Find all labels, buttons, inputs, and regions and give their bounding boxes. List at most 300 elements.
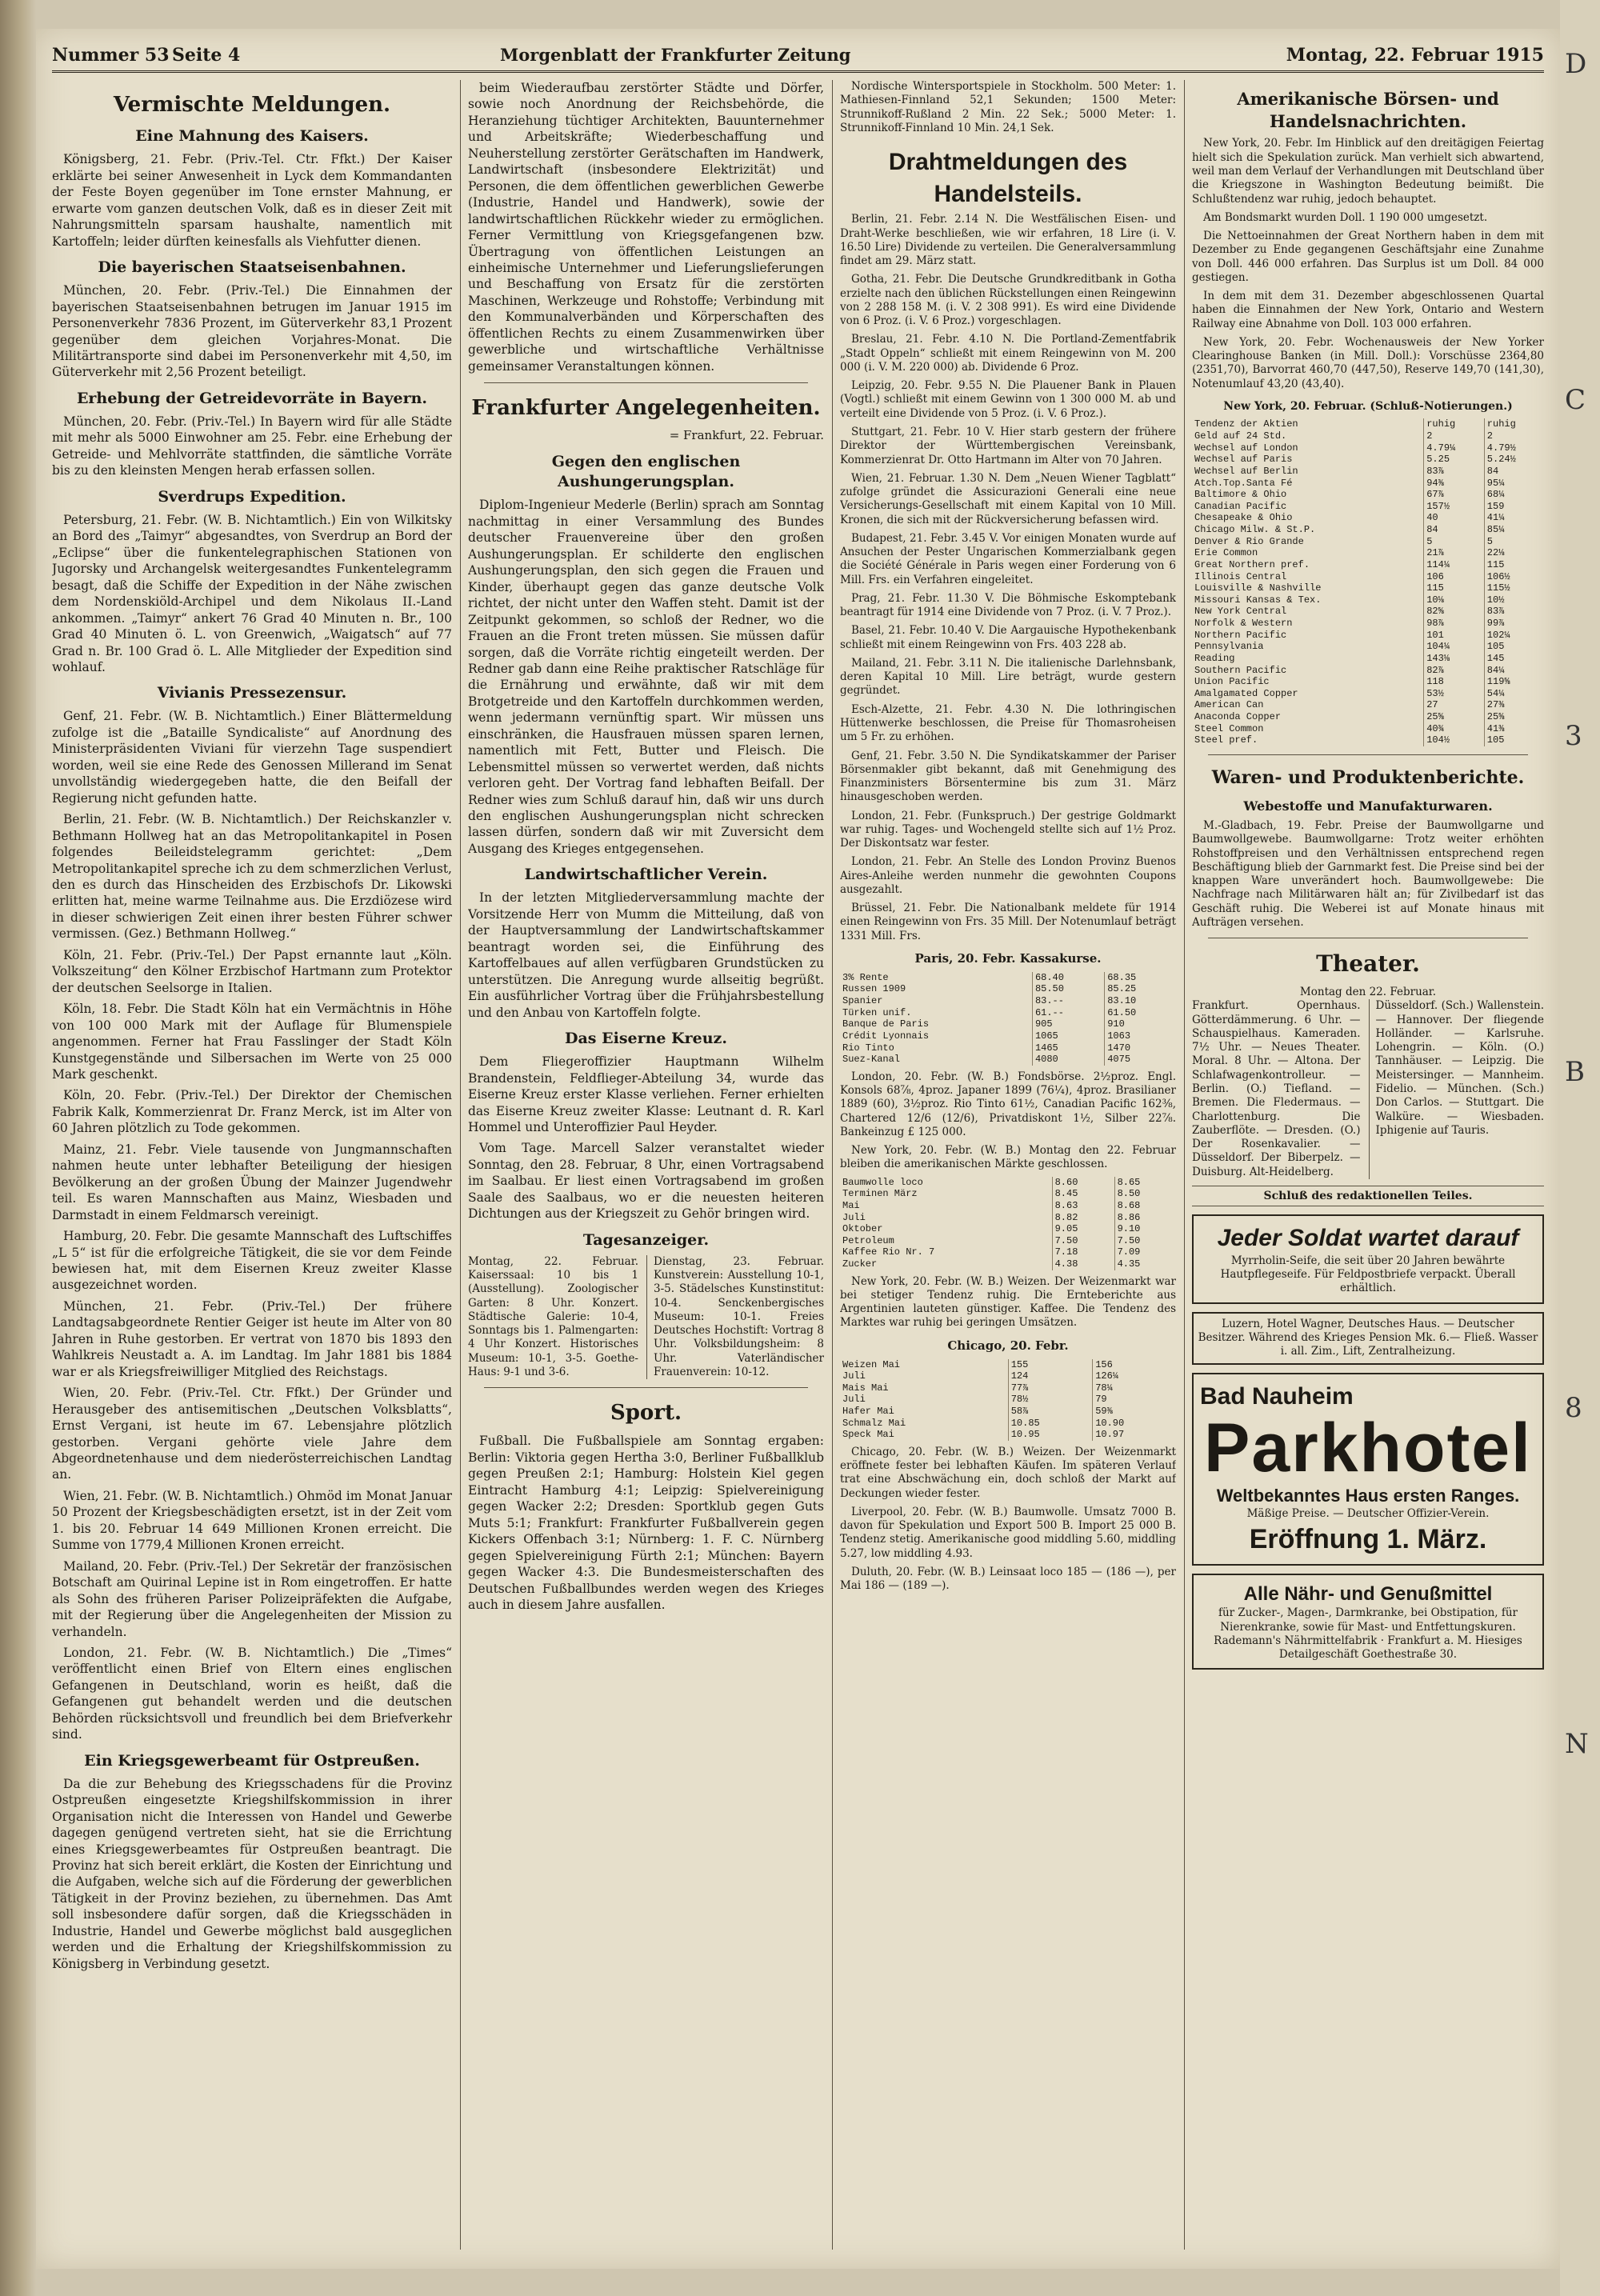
table-row: [840, 1235, 1176, 1247]
table-cell: 8.82: [1052, 1212, 1114, 1224]
table-cell: 8.60: [1052, 1177, 1114, 1189]
ad-location: Bad Nauheim: [1200, 1382, 1354, 1410]
table-cell: 85.50: [1032, 983, 1104, 995]
table-cell: 5.24½: [1484, 454, 1544, 466]
newspaper-page: [36, 29, 1560, 2269]
table-cell: 106½: [1484, 571, 1544, 583]
table-cell: 5.25: [1424, 454, 1485, 466]
advertisement-rademann: [1192, 1574, 1544, 1670]
article-list: [52, 126, 452, 1972]
section-heading: Drahtmeldungen des Handelsteils.: [888, 149, 1128, 207]
ad-text: für Zucker-, Magen-, Darmkranke, bei Obstipation, für Nierenkranke, sowie für Mast- und Entfettungskuren. Rademann's Nährmittelfabrik · Frankfurt a. M. Hiesiges Detailgeschäft Goethestraße 30.: [1214, 1606, 1522, 1662]
table-cell: 157½: [1424, 501, 1485, 513]
table-row: [1192, 594, 1544, 606]
table-row: [840, 1177, 1176, 1189]
article-heading: Landwirtschaftlicher Verein.: [524, 866, 768, 884]
table-cell: 78¼: [1093, 1382, 1176, 1394]
end-editorial-note: Schluß des redaktionellen Teiles.: [1192, 1186, 1544, 1206]
article-continuation: beim Wiederaufbau zerstörter Städte und Dörfer, sowie noch Anordnung der Reichsbehörde, die Heranziehung tüchtiger Architekten, Bauunternehmer und Arbeitskräfte; Wiederbeschaffung und Neuherstellung zerstörter Gerätschaften im Handwerk, Landwirtschaft (insbesondere Elektrizität) und Personen, die dem öffentlichen gewerblichen Gewerbe (Industrie, Handel und Handwerk), sowie der landwirtschaftlichen Rückkehr wieder zu ermöglichen. Ferner Vermittlung von Kriegsgefangenen bzw. Übertragung von öffentlichen Leistungen an einheimische Unternehmer und Lieferungslieferungen und Beschaffung von Ersatz für die zerstörten Maschinen, Werkzeuge und Rohstoffe; Verbindung mit den Kommunalverbänden und Körperschaften des öffentlichen Rechts zu einem Zusammenwirken über gewerbliche und wirtschaftliche Verhältnisse gemeinsamer Veranstaltungen können.: [468, 81, 824, 374]
table-row: [1192, 489, 1544, 501]
issue-number: Nummer 53: [52, 45, 170, 66]
theater-date: Montag den 22. Februar.: [1299, 986, 1437, 999]
table-cell: 4.79½: [1484, 442, 1544, 454]
advertisement-parkhotel: [1192, 1373, 1544, 1566]
article-body: New York, 20. Febr. Im Hinblick auf den dreitägigen Feiertag hielt sich die Spekulation zurück. Man verhielt sich abwartend, weil man dem Verlauf der Verhandlungen mit Deutschland über die Kriegszone in Washington Bedeutung beimißt. Die Schlußtendenz war ruhig, jedoch behauptet.: [1192, 137, 1544, 206]
ad-prices: Mäßige Preise. — Deutscher Offizier-Verein.: [1246, 1507, 1490, 1521]
table-cell: 115: [1424, 582, 1485, 594]
table-cell: ruhig: [1424, 418, 1485, 430]
article-body: Die Nettoeinnahmen der Great Northern haben in dem mit Dezember zu Ende gegangenen Geschäftsjahr eine Zunahme von Doll. 446 000 erfahren. Das Surplus ist um Doll. 84 000 gestiegen.: [1192, 230, 1544, 284]
table-row: [1192, 478, 1544, 490]
article-heading: Erhebung der Getreidevorräte in Bayern.: [76, 389, 428, 407]
duluth-report: Duluth, 20. Febr. (W. B.) Leinsaat loco 185 — (186 —), per Mai 186 — (189 —).: [840, 1566, 1176, 1593]
article-body: Königsberg, 21. Febr. (Priv.-Tel. Ctr. Ffkt.) Der Kaiser erklärte bei seiner Anwesenheit in Lyck dem Kommandanten der Feste Boyen gegenüber im Tone ernster Mahnung, er erwarte vom ganzen deutschen Volk, daß es in dieser Zeit mit Nahrungsmitteln sparsam haushalte, namentlich mit Kartoffeln; leider dürften keinesfalls als Viehfutter dienen.: [52, 152, 452, 249]
table-cell: ruhig: [1484, 418, 1544, 430]
article-heading: Das Eiserne Kreuz.: [565, 1030, 727, 1048]
ad-headline: Alle Nähr- und Genußmittel: [1243, 1582, 1493, 1605]
table-cell: 156: [1093, 1359, 1176, 1371]
table-row: [1192, 606, 1544, 618]
theater-left: Frankfurt. Opernhaus. Götterdämmerung. 6 Uhr. — Schauspielhaus. Kameraden. 7½ Uhr. — Neues Theater. Moral. 8 Uhr. — Altona. Der Schlafwagenkontrolleur. — Berlin. (O.) Tiefland. — Bremen. Die Fledermaus. — Charlottenburg. Die Zauberflöte. — Dresden. (O.) Der Rosenkavalier. — Düsseldorf. Der Biberpelz. — Duisburg. Alt-Heidelberg.: [1192, 999, 1361, 1178]
table-cell: 27: [1424, 699, 1485, 711]
page-number: Seite 4: [172, 45, 241, 66]
table-cell: Terminen März: [842, 1188, 918, 1200]
table-cell: 5: [1424, 536, 1485, 548]
tagesanzeiger-right: Dienstag, 23. Februar. Kunstverein: Ausstellung 10-1, 3-5. Städelsches Kunstinstitut: 10-4. Senckenbergisches Museum: 10-1. Freies Deutsches Hochstift: Vortrag 8 Uhr. Volksbildungsheim: 8 Uhr. Vaterländischer Frauenverein: 10-12.: [646, 1255, 824, 1379]
table-cell: 124: [1008, 1370, 1092, 1382]
paris-heading: Paris, 20. Febr. Kassakurse.: [914, 951, 1102, 966]
table-cell: Geld auf 24 Std.: [1194, 430, 1287, 442]
table-cell: 85.25: [1105, 983, 1176, 995]
table-cell: 102¼: [1484, 630, 1544, 642]
table-row: [1192, 630, 1544, 642]
edge-fragment: D: [1565, 48, 1587, 80]
table-cell: 68.40: [1032, 972, 1104, 984]
article-body: Stuttgart, 21. Febr. 10 V. Hier starb gestern der frühere Direktor der Württembergischen Vereinsbank, Kommerzienrat Dr. Otto Hartmann im Alter von 70 Jahren.: [840, 425, 1176, 466]
table-row: [1192, 466, 1544, 478]
article-body: Petersburg, 21. Febr. (W. B. Nichtamtlich.) Ein von Wilkitsky an Bord des „Taimyr“ abgesandtes, von Sverdrup an Bord der „Eclipse“ über die funkentelegraphischen Stationen von Jugorsky und Archangelsk weitergesandtes Funkentelegramm besagt, daß die Schiffe der Expedition in der Nähe zwischen dem Nordenskiöld-Archipel und dem Nikolaus II.-Land ankommen. „Taimyr“ ankert 76 Grad 40 Minuten n. Br., 100 Grad 40 Minuten ö. L. von Greenwich, „Waigatsch“ auf 77 Grad n. Br. 100 Grad ö. L. Alle Mitglieder der Expedition sind wohlauf.: [52, 512, 452, 674]
table-cell: 4.79¼: [1424, 442, 1485, 454]
chicago-report: Chicago, 20. Febr. (W. B.) Weizen. Der Weizenmarkt eröffnete fester bei lebhaften Käufen. Im späteren Verlauf trat eine Abschwächung ein, doch schloß der Markt auf Deckungen wieder fester.: [840, 1445, 1176, 1500]
table-row: [840, 1394, 1176, 1406]
table-cell: Anaconda Copper: [1194, 711, 1282, 723]
table-cell: Amalgamated Copper: [1194, 687, 1298, 699]
table-cell: 84: [1424, 524, 1485, 536]
article-body: In dem mit dem 31. Dezember abgeschlossenen Quartal haben die Einnahmen der New York, Ontario and Western Railway eine Abnahme von Doll. 103 000 erfahren.: [1192, 290, 1544, 330]
table-cell: Missouri Kansas & Tex.: [1194, 594, 1322, 606]
table-cell: Northern Pacific: [1194, 629, 1287, 641]
table-cell: 143⅛: [1424, 653, 1485, 665]
table-row: [840, 1223, 1176, 1235]
article-body: Berlin, 21. Febr. 2.14 N. Die Westfälischen Eisen- und Draht-Werke beschließen, wie wir erfahren, 18 Lire (i. V. 16.50 Lire) Dividende zu verteilen. Die Generalversammlung findet am 29. März statt.: [840, 213, 1176, 268]
table-row: [840, 983, 1176, 995]
table-cell: Spanier: [842, 995, 883, 1007]
table-cell: 8.86: [1114, 1212, 1176, 1224]
theater-heading: Theater.: [1316, 950, 1420, 978]
table-cell: Erie Common: [1194, 547, 1258, 559]
table-cell: 3% Rente: [842, 971, 889, 983]
table-cell: Wechsel auf London: [1194, 442, 1298, 454]
article-list: [1192, 137, 1544, 391]
article-body: Dem Fliegeroffizier Hauptmann Wilhelm Brandenstein, Feldflieger-Abteilung 34, wurde das Eiserne Kreuz erster Klasse verliehen. Ferner erhielten das Eiserne Kreuz zweiter Klasse: Leutnant d. R. Karl Hommel und Unteroffizier Paul Heyder.: [468, 1054, 824, 1134]
article-body: Genf, 21. Febr. (W. B. Nichtamtlich.) Einer Blättermeldung zufolge ist die „Bataille Syndicaliste“ auf Anordnung des Ministerpräsidenten Viviani für vierzehn Tage suspendiert worden, weil sie eine Rede des Genossen Millerand im Senat unvollständig wiedergegeben hatte, die den Beifall der Regierung nicht gefunden hatte.: [52, 709, 452, 806]
table-row: [1192, 665, 1544, 677]
tagesanzeiger-left: Montag, 22. Februar. Kaiserssaal: 10 bis 1 (Ausstellung). Zoologischer Garten: 8 Uhr. Konzert. Städtische Galerie: 10-4, Sonntags bis 1. Palmengarten: 4 Uhr Konzert. Historisches Museum: 10-1, 3-5. Goethe-Haus: 9-1 und 3-6.: [468, 1254, 638, 1378]
table-row: [840, 972, 1176, 984]
table-cell: Louisville & Nashville: [1194, 582, 1322, 594]
table-cell: Mais Mai: [842, 1382, 889, 1394]
table-cell: Steel Common: [1194, 722, 1264, 734]
table-cell: Norfolk & Western: [1194, 618, 1293, 630]
table-cell: 79: [1093, 1394, 1176, 1406]
london-report: London, 20. Febr. (W. B.) Fondsbörse. 2½proz. Engl. Konsols 68⅞, 4proz. Japaner 1899 (76¼), 4proz. Brasilianer 1889 (60), 3½proz. Rio Tinto 61½, Canadian Pacific 162⅜, Chartered 12/6 (12/6), Privatdiskont 1½, Silber 22⅞. Bankeinzug £ 125 000.: [840, 1070, 1176, 1138]
table-cell: 40: [1424, 512, 1485, 524]
table-row: [1192, 723, 1544, 735]
table-cell: Steel pref.: [1194, 734, 1258, 746]
table-cell: Baumwolle loco: [842, 1176, 923, 1188]
issue-date: Montag, 22. Februar 1915: [1286, 45, 1544, 66]
table-cell: 40¾: [1424, 723, 1485, 735]
newyork-closing-table: [1192, 418, 1544, 746]
article-body: Prag, 21. Febr. 11.30 V. Die Böhmische Eskomptebank beantragt für 1914 eine Dividende von 7 Proz. (i. V. 7 Proz.).: [840, 591, 1176, 619]
article-body: Genf, 21. Febr. 3.50 N. Die Syndikatskammer der Pariser Börsenmakler gibt bekannt, daß mit Genehmigung des Finanzministers Börsentermine bis zum 31. März hinausgeschoben werden.: [840, 749, 1176, 804]
article-body: London, 21. Febr. (Funkspruch.) Der gestrige Goldmarkt war ruhig. Tages- und Wochengeld stellte sich auf 1½ Proz. Der Diskontsatz war fester.: [840, 809, 1176, 850]
article-body: London, 21. Febr. An Stelle des London Provinz Buenos Aires-Anleihe werden nunmehr die gewohnten Coupons ausgezahlt.: [840, 855, 1176, 896]
table-cell: 58⅞: [1008, 1406, 1092, 1418]
table-cell: 4.38: [1052, 1258, 1114, 1270]
table-cell: 1065: [1032, 1030, 1104, 1042]
table-cell: 8.68: [1114, 1200, 1176, 1212]
article-body: Köln, 18. Febr. Die Stadt Köln hat ein Vermächtnis in Höhe von 100 000 Mark mit der Auflage für Blumenspiele angenommen. Ferner hat Frau Fasslinger der Stadt Köln Kunstgegenstände und Silbersachen im Werte von 25 000 Mark geschenkt.: [52, 1002, 452, 1082]
table-cell: 118: [1424, 676, 1485, 688]
table-cell: New York Central: [1194, 606, 1287, 618]
table-row: [1192, 582, 1544, 594]
table-cell: 905: [1032, 1018, 1104, 1030]
table-cell: 9.05: [1052, 1223, 1114, 1235]
table-cell: Kaffee Rio Nr. 7: [842, 1246, 935, 1258]
table-cell: 7.09: [1114, 1246, 1176, 1258]
table-row: [1192, 418, 1544, 430]
table-cell: Petroleum: [842, 1234, 894, 1246]
waren-report: M.-Gladbach, 19. Febr. Preise der Baumwollgarne und Baumwollgewebe. Baumwollgarne: Trotz weiter erhöhten Rohstoffpreisen und den Verhältnissen entsprechend regen Beschäftigung blieb der Garnmarkt fest. Die Preise sind bei der knappen Ware unverändert hoch. Baumwollgewebe: Die Nachfrage nach Militärwaren hält an; für Zivilbedarf ist das Geschäft ruhig. Die Weberei ist auf Monate hinaus mit Aufträgen versehen.: [1192, 819, 1544, 929]
table-cell: Illinois Central: [1194, 570, 1287, 582]
table-cell: 95¼: [1484, 478, 1544, 490]
table-row: [840, 1007, 1176, 1019]
table-cell: 1465: [1032, 1042, 1104, 1054]
section-heading: Vermischte Meldungen.: [113, 93, 391, 117]
table-row: [1192, 641, 1544, 653]
table-cell: Oktober: [842, 1223, 883, 1235]
table-cell: Union Pacific: [1194, 676, 1270, 688]
table-cell: Chicago Milw. & St.P.: [1194, 524, 1316, 536]
table-cell: 99⅞: [1484, 618, 1544, 630]
edge-fragment: B: [1565, 1056, 1585, 1088]
table-cell: Rio Tinto: [842, 1042, 894, 1054]
table-cell: 68.35: [1105, 972, 1176, 984]
table-cell: 119⅝: [1484, 676, 1544, 688]
table-row: [1192, 734, 1544, 746]
table-cell: 101: [1424, 630, 1485, 642]
table-cell: Denver & Rio Grande: [1194, 535, 1304, 547]
edge-fragment: C: [1565, 384, 1586, 416]
table-cell: 106: [1424, 571, 1485, 583]
theater-right: Düsseldorf. (Sch.) Wallenstein. — Hannover. Der fliegende Holländer. — Karlsruhe. Lohengrin. — Köln. (O.) Tannhäuser. — Leipzig. Die Meistersinger. — Mannheim. Fidelio. — München. (Sch.) Don Carlos. — Stuttgart. Die Walküre. — Wiesbaden. Iphigenie auf Tauris.: [1369, 999, 1545, 1178]
ad-tagline: Weltbekanntes Haus ersten Ranges.: [1216, 1486, 1520, 1506]
table-row: [1192, 442, 1544, 454]
nytable-heading: New York, 20. Februar. (Schluß-Notierungen.): [1223, 399, 1513, 413]
table-row: [840, 1258, 1176, 1270]
ad-headline: Jeder Soldat wartet darauf: [1217, 1225, 1519, 1252]
table-row: [840, 1042, 1176, 1054]
article-body: Berlin, 21. Febr. (W. B. Nichtamtlich.) Der Reichskanzler v. Bethmann Hollweg hat an das Metropolitankapitel in Posen folgendes Beileidstelegramm gerichtet: „Dem Metropolitankapitel spreche ich zu dem schmerzlichen Verlust, den es durch das Hinscheiden des Erzbischofs Dr. Likowski erlitten hat, meine warme Teilnahme aus. Die Erzdiözese wird in dieser schwierigen Zeit einen ihrer besten Führer schwer vermissen. (Gez.) Bethmann Hollweg.“: [52, 812, 452, 942]
chicago-quotes-table: [840, 1359, 1176, 1441]
table-cell: 1470: [1105, 1042, 1176, 1054]
table-cell: Wechsel auf Berlin: [1194, 465, 1298, 477]
table-cell: Juli: [842, 1370, 866, 1382]
article-heading: Sverdrups Expedition.: [158, 487, 346, 506]
article-body: Mailand, 21. Febr. 3.11 N. Die italienische Darlehnsbank, deren Kapital 10 Mill. Lire beträgt, wurde gestern gegründet.: [840, 656, 1176, 698]
article-body: Vom Tage. Marcell Salzer veranstaltet wieder Sonntag, den 28. Februar, 8 Uhr, einen Vortragsabend im Saalbau. Er liest einen Vortragsabend im großen Saale des Saalbaus, wo er die neuesten heiteren Dichtungen aus der Kriegszeit zu Gehör bringen wird.: [468, 1141, 824, 1222]
column-1: [52, 80, 452, 2250]
table-cell: 104¼: [1424, 641, 1485, 653]
table-row: [1192, 547, 1544, 559]
table-cell: 145: [1484, 653, 1544, 665]
table-cell: 1063: [1105, 1030, 1176, 1042]
table-row: [1192, 618, 1544, 630]
table-row: [1192, 524, 1544, 536]
table-row: [1192, 501, 1544, 513]
table-cell: Canadian Pacific: [1194, 500, 1287, 512]
newyork-quotes-table: [840, 1177, 1176, 1270]
advertisement-myrrholin: [1192, 1214, 1544, 1303]
table-cell: 115: [1484, 559, 1544, 571]
column-3: [840, 80, 1176, 2250]
table-cell: Crédit Lyonnais: [842, 1030, 930, 1042]
table-cell: Weizen Mai: [842, 1358, 901, 1370]
table-cell: 10.85: [1008, 1418, 1092, 1430]
table-row: [1192, 430, 1544, 442]
table-row: [1192, 536, 1544, 548]
table-cell: 27⅜: [1484, 699, 1544, 711]
table-row: [840, 1246, 1176, 1258]
table-cell: 10.95: [1008, 1429, 1092, 1441]
article-body: In der letzten Mitgliederversammlung machte der Vorsitzende Herr von Mumm die Mitteilung, daß von der Hauptversammlung der Landwirtschaftskammer beantragt worden sei, die Einführung des Kartoffelbaues auf allen verfügbaren Grundstücken zu unterstützen. Die Anregung wurde allseitig begrüßt. Ein ausführlicher Vortrag über die Frühjahrsbestellung und den Anbau von Kartoffeln folgte.: [468, 890, 824, 1020]
table-cell: 126¼: [1093, 1370, 1176, 1382]
table-cell: 10½: [1484, 594, 1544, 606]
article-body: Mainz, 21. Febr. Viele tausende von Jungmannschaften nahmen heute unter lebhafter Beteiligung der hiesigen Bevölkerung an der großen Übung der Mainzer Jugendwehr teil. Es waren Mannschaften aus Mainz, Wiesbaden und Darmstadt in einem Feldmarsch vereinigt.: [52, 1142, 452, 1222]
table-row: [840, 1054, 1176, 1066]
table-cell: 155: [1008, 1359, 1092, 1371]
table-row: [840, 1406, 1176, 1418]
table-row: [840, 1200, 1176, 1212]
table-cell: Hafer Mai: [842, 1406, 894, 1418]
table-cell: Baltimore & Ohio: [1194, 489, 1287, 501]
liverpool-report: Liverpool, 20. Febr. (W. B.) Baumwolle. Umsatz 7000 B. davon für Spekulation und Export 500 B. Import 25 000 B. Tendenz stetig. Amerikanische good middling 5.60, middling 5.27, low middling 4.93.: [840, 1505, 1176, 1560]
article-body: London, 21. Febr. (W. B. Nichtamtlich.) Die „Times“ veröffentlicht einen Brief von Eltern eines englischen Gefangenen in Deutschland, worin es heißt, daß die Gefangenen gut behandelt werden und die deutschen Behörden rücksichtsvoll und freundlich bei dem Briefverkehr sind.: [52, 1645, 452, 1742]
article-body: Köln, 20. Febr. (Priv.-Tel.) Der Direktor der Chemischen Fabrik Kalk, Kommerzienrat Dr. Franz Merck, ist im Alter von 60 Jahren plötzlich zu Tode gekommen.: [52, 1088, 452, 1136]
table-cell: 53½: [1424, 688, 1485, 700]
table-cell: 78½: [1008, 1394, 1092, 1406]
sport-continuation: Nordische Wintersportspiele in Stockholm. 500 Meter: 1. Mathiesen-Finnland 52,1 Sekunden; 1500 Meter: Strunnikoff-Rußland 2 Min. 22 Sek.; 5000 Meter: 1. Strunnikoff-Finnland 10 Min. 24,1 Sek.: [840, 80, 1176, 134]
table-cell: 115½: [1484, 582, 1544, 594]
tagesanzeiger-heading: Tagesanzeiger.: [582, 1230, 710, 1249]
weizen-report: New York, 20. Febr. (W. B.) Weizen. Der Weizenmarkt war bei stetiger Tendenz ruhig. Die Ernteberichte aus Argentinien lauteten günstiger. Kaffee. Die Tendenz des Marktes war ruhig bei geringen Umsätzen.: [840, 1274, 1176, 1330]
table-row: [1192, 653, 1544, 665]
edge-fragment: 8: [1565, 1392, 1582, 1424]
table-row: [840, 1018, 1176, 1030]
column-2: [468, 80, 824, 2250]
table-row: [1192, 688, 1544, 700]
newspaper-title: Morgenblatt der Frankfurter Zeitung: [500, 45, 851, 65]
table-cell: 8.65: [1114, 1177, 1176, 1189]
article-heading: Gegen den englischen Aushungerungsplan.: [551, 453, 741, 491]
table-row: [840, 1382, 1176, 1394]
table-cell: 94⅜: [1424, 478, 1485, 490]
edge-fragment: N: [1565, 1728, 1589, 1760]
table-cell: 8.50: [1114, 1188, 1176, 1200]
table-cell: 4080: [1032, 1054, 1104, 1066]
table-cell: 10.97: [1093, 1429, 1176, 1441]
table-cell: 8.45: [1052, 1188, 1114, 1200]
article-body: Hamburg, 20. Febr. Die gesamte Mannschaft des Luftschiffes „L 5“ ist für die erfolgreiche Tätigkeit, die sie vor dem Feinde bewiesen hat, mit dem Eisernen Kreuz zweiter Klasse ausgezeichnet worden.: [52, 1229, 452, 1293]
article-heading: Ein Kriegsgewerbeamt für Ostpreußen.: [84, 1751, 420, 1770]
section-heading: Frankfurter Angelegenheiten.: [471, 396, 821, 421]
table-cell: Juli: [842, 1211, 866, 1223]
table-row: [1192, 571, 1544, 583]
article-body: Wien, 21. Febr. (W. B. Nichtamtlich.) Ohmöd im Monat Januar 50 Prozent der Kriegsbeschädigten ersetzt, ist in der Zeit vom 1. bis 20. Februar 14 649 Millionen Kronen erreicht. Die Summe von 1779,4 Millionen Kronen erreicht.: [52, 1488, 452, 1553]
table-row: [840, 1359, 1176, 1371]
article-body: München, 20. Febr. (Priv.-Tel.) Die Einnahmen der bayerischen Staatseisenbahnen betrugen im Januar 1915 im Personenverkehr 7836 Prozent, im Güterverkehr 83,1 Prozent gegenüber dem gleichen Vorjahres-Monat. Die Militärtransporte sind dabei im Personenverkehr mit 4,50, im Güterverkehr mit 2,56 Prozent beteiligt.: [52, 283, 452, 380]
table-cell: 2: [1484, 430, 1544, 442]
table-cell: 83.--: [1032, 995, 1104, 1007]
table-cell: 114¼: [1424, 559, 1485, 571]
table-row: [1192, 512, 1544, 524]
table-row: [840, 995, 1176, 1007]
table-cell: American Can: [1194, 699, 1264, 711]
article-body: Mailand, 20. Febr. (Priv.-Tel.) Der Sekretär der französischen Botschaft am Quirinal Lepine ist in Rom eingetroffen. Er hatte als Sohn des früheren Pariser Polizeipräfekten die Aufgabe, mit der Regierung über die Angelegenheiten der Mission zu verhandeln.: [52, 1558, 452, 1639]
sport-heading: Sport.: [610, 1401, 682, 1426]
adjacent-page-edge: [1560, 0, 1600, 2296]
masthead: [52, 40, 1544, 73]
article-body: Am Bondsmarkt wurden Doll. 1 190 000 umgesetzt.: [1203, 210, 1488, 224]
article-body: Da die zur Behebung des Kriegsschadens für die Provinz Ostpreußen eingesetzte Kriegshilfskommission in ihrer Organisation nicht die Interessen von Handel und Gewerbe dagegen genügend vertreten sieht, hat sie die Errichtung eines Kriegsgewerbeamtes für Ostpreußen beantragt. Die Provinz hat sich bereit erklärt, die Kosten der Einrichtung und die Aufgaben, welche sich auf die Förderung der gewerblichen Tätigkeit in der Provinz beziehen, zu übernehmen. Das Amt soll insbesondere dafür sorgen, daß die Kriegsschäden in Industrie, Handel und Gewerbe möglichst bald ausgeglichen werden und die Erhaltung der Kriegshilfskommission zu Königsberg in Verbindung gesetzt.: [52, 1776, 452, 1971]
table-row: [840, 1188, 1176, 1200]
table-row: [840, 1370, 1176, 1382]
table-cell: Reading: [1194, 652, 1235, 664]
article-list: [468, 452, 824, 1222]
table-cell: Mai: [842, 1199, 860, 1211]
table-cell: 84¼: [1484, 665, 1544, 677]
ad-text: Myrrholin-Seife, die seit über 20 Jahren bewährte Hautpflegeseife. Für Feldpostbriefe verpackt. Überall erhältlich.: [1220, 1254, 1516, 1295]
table-cell: 4075: [1105, 1054, 1176, 1066]
table-row: [840, 1030, 1176, 1042]
table-row: [1192, 711, 1544, 723]
table-cell: 25⅝: [1484, 711, 1544, 723]
article-body: Wien, 21. Februar. 1.30 N. Dem „Neuen Wiener Tagblatt“ zufolge gründet die Assicurazioni Generali eine neue Versicherungs-Gesellschaft mit einem Kapital von 10 Mill. Kronen, die sich mit der Rückversicherung befassen wird.: [840, 471, 1176, 526]
table-cell: Wechsel auf Paris: [1194, 454, 1293, 466]
article-body: Breslau, 21. Febr. 4.10 N. Die Portland-Zementfabrik „Stadt Oppeln“ schließt mit einem Reingewinn von M. 200 000 (i. V. M. 220 000) ab. Dividende 6 Proz.: [840, 333, 1176, 374]
table-cell: 77⅞: [1008, 1382, 1092, 1394]
column-4: [1192, 80, 1544, 2250]
table-cell: 105: [1484, 641, 1544, 653]
theater-listings: [1192, 999, 1544, 1178]
waren-subheading: Webestoffe und Manufakturwaren.: [1243, 798, 1493, 814]
article-body: Budapest, 21. Febr. 3.45 V. Vor einigen Monaten wurde auf Ansuchen der Pester Ungarischen Kommerzialbank gegen die Société Générale in Paris wegen einer Forderung von 6 Mill. Frs. ein Verfahren eingeleitet.: [840, 531, 1176, 586]
ad-opening: Eröffnung 1. März.: [1249, 1523, 1487, 1554]
article-heading: Vivianis Pressezensur.: [157, 684, 347, 702]
table-cell: 5: [1484, 536, 1544, 548]
chicago-heading: Chicago, 20. Febr.: [947, 1338, 1069, 1353]
table-cell: 7.50: [1052, 1235, 1114, 1247]
table-cell: 7.50: [1114, 1235, 1176, 1247]
table-cell: Schmalz Mai: [842, 1417, 906, 1429]
ad-text: Luzern, Hotel Wagner, Deutsches Haus. — Deutscher Besitzer. Während des Krieges Pension Mk. 6.— Fließ. Wasser i. all. Zim., Lift, Zentralheizung.: [1198, 1317, 1538, 1358]
table-cell: 82⅝: [1424, 606, 1485, 618]
table-cell: 7.18: [1052, 1246, 1114, 1258]
edge-fragment: 3: [1565, 720, 1582, 752]
table-cell: 4.35: [1114, 1258, 1176, 1270]
table-cell: 10⅛: [1424, 594, 1485, 606]
table-row: [840, 1418, 1176, 1430]
table-cell: 98⅞: [1424, 618, 1485, 630]
table-cell: 61.--: [1032, 1007, 1104, 1019]
table-cell: Banque de Paris: [842, 1018, 930, 1030]
article-body: New York, 20. Febr. Wochenausweis der New Yorker Clearinghouse Banken (in Mill. Doll.): Vorschüsse 2364,80 (2351,70), Barvorrat 460,70 (447,50), Reserve 149,70 (141,30), Notenumlauf 43,20 (43,40).: [1192, 335, 1544, 390]
dateline: = Frankfurt, 22. Februar.: [669, 428, 824, 443]
table-row: [1192, 676, 1544, 688]
table-cell: Türken unif.: [842, 1006, 912, 1018]
waren-heading: Waren- und Produktenberichte.: [1211, 766, 1525, 788]
article-body: Gotha, 21. Febr. Die Deutsche Grundkreditbank in Gotha erzielte nach den üblichen Rückstellungen einen Reingewinn von 2 288 158 M. (i. V. 2 308 991). Es wird eine Dividende von 6 Proz. (i. V. 6 Proz.) vorgeschlagen.: [840, 273, 1176, 328]
article-body: Wien, 20. Febr. (Priv.-Tel. Ctr. Ffkt.) Der Gründer und Herausgeber des antisemitischen „Deutschen Volksblatts“, Ernst Vergani, ist heute im 67. Lebensjahre plötzlich gestorben. Vergani gehörte viele Jahre dem Abgeordnetenhause und dem niederösterreichischen Landtag an.: [52, 1386, 452, 1482]
article-list: [840, 213, 1176, 943]
tagesanzeiger: [468, 1255, 824, 1379]
article-body: München, 20. Febr. (Priv.-Tel.) In Bayern wird für alle Städte mit mehr als 5000 Einwohner am 25. Febr. eine Erhebung der Getreide- und Mehlvorräte stattfinden, die sämtliche Vorräte bis zu den kleinsten Mengen herab erfassen sollen.: [52, 414, 452, 478]
table-cell: 61.50: [1105, 1007, 1176, 1019]
table-cell: 41¼: [1484, 512, 1544, 524]
table-cell: 105: [1484, 734, 1544, 746]
table-row: [1192, 699, 1544, 711]
article-body: Basel, 21. Febr. 10.40 V. Die Aargauische Hypothekenbank schließt mit einem Reingewinn von Frs. 403 228 ab.: [840, 624, 1176, 651]
table-cell: 59⅜: [1093, 1406, 1176, 1418]
table-cell: 68¼: [1484, 489, 1544, 501]
table-cell: 83⅞: [1424, 466, 1485, 478]
table-cell: 82⅞: [1424, 665, 1485, 677]
table-cell: 10.90: [1093, 1418, 1176, 1430]
section-heading: Amerikanische Börsen- und Handelsnachrichten.: [1237, 89, 1499, 131]
table-cell: 2: [1424, 430, 1485, 442]
table-cell: 83.10: [1105, 995, 1176, 1007]
table-cell: 83⅞: [1484, 606, 1544, 618]
article-body: Köln, 21. Febr. (Priv.-Tel.) Der Papst ernannte laut „Köln. Volkszeitung“ den Kölner Erzbischof Hartmann zum Protektor der deutschen Seelsorge in Italien.: [52, 947, 452, 995]
article-body: Diplom-Ingenieur Mederle (Berlin) sprach am Sonntag nachmittag in einer Versammlung des Bundes deutscher Frauenvereine über den großen Aushungerungsplan. Er schilderte den englischen Aushungerungsplan, den sich gegen die Frauen und Kinder, überhaupt gegen das ganze deutsche Volk richtet, der nicht unter den Waffen steht. Damit ist der Zeitpunkt gekommen, so schloß der Redner, wo die Frauen an die Front treten müssen. Sie müssen dafür sorgen, daß die Vorräte richtig eingeteilt werden. Der Redner gab dann eine Reihe praktischer Ratschläge für die Ernährung und erwähnte, daß wir mit dem Brotgetreide und den Kartoffeln durchkommen werden, wenn jedermann vernünftig spart. Wir müssen uns einschränken, die Hausfrauen müssen sparen lernen, namentlich mit Fett, Butter und Fleisch. Die Lebensmittel müssen so verwertet werden, daß nichts verloren geht. Der Vortrag fand lebhaften Beifall. Der Redner wies zum Schluß darauf hin, daß wir uns durch den englischen Aushungerungsplan nicht schrecken lassen dürfen, sondern daß wir mit Zuversicht dem Ausgang des Krieges entgegensehen.: [468, 498, 824, 856]
article-body: Brüssel, 21. Febr. Die Nationalbank meldete für 1914 einen Reingewinn von Frs. 35 Mill. Der Notenumlauf beträgt 1331 Mill. Frs.: [840, 902, 1176, 942]
ad-hotel-name: Parkhotel: [1204, 1410, 1532, 1487]
table-cell: Juli: [842, 1394, 866, 1406]
table-cell: Great Northern pref.: [1194, 558, 1310, 570]
article-body: Leipzig, 20. Febr. 9.55 N. Die Plauener Bank in Plauen (Vogtl.) schließt mit einem Gewinn von 1 300 000 M. ab und verteilt eine Dividende von 5 Proz. (i. V. 6 Proz.).: [840, 379, 1176, 420]
table-cell: 21⅞: [1424, 547, 1485, 559]
table-cell: 910: [1105, 1018, 1176, 1030]
table-cell: 159: [1484, 501, 1544, 513]
article-body: München, 21. Febr. (Priv.-Tel.) Der frühere Landtagsabgeordnete Rentier Geiger ist heute im Alter von 80 Jahren in Ruhe gestorben. Er vertrat von 1870 bis 1893 den Wahlkreis Neustadt a. A. im Landtag. Im Jahr 1881 bis 1884 war er als Kriegsfreiwilliger Mitglied des Reichstags.: [52, 1298, 452, 1379]
table-cell: Southern Pacific: [1194, 664, 1287, 676]
advertisement-luzern: [1192, 1312, 1544, 1365]
table-cell: Russen 1909: [842, 983, 906, 995]
table-cell: Zucker: [842, 1258, 878, 1270]
table-cell: 84: [1484, 466, 1544, 478]
table-cell: 22⅛: [1484, 547, 1544, 559]
